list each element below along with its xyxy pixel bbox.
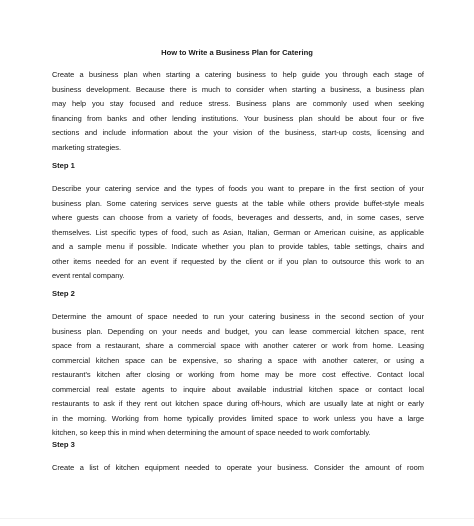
paragraph-line: Describe your catering service and the types of foods you want to prepare in the first section of your	[52, 184, 424, 193]
paragraph-line: may help you stay focused and reduce stress. Business plans are commonly used when seeking	[52, 99, 424, 109]
intro-paragraph	[52, 68, 424, 155]
paragraph-line: other items needed for an event if requested by the client or if you plan to outsource this work to an	[52, 256, 424, 266]
paragraph-line: sections and include information about the your vision of the business, start-up costs, licensing and	[52, 128, 424, 138]
step-2-heading: Step 2	[52, 289, 75, 298]
paragraph-line: in the morning. Working from home typically provides limited space to work unless you have a large	[52, 413, 424, 423]
paragraph-line: financing from banks and other lending institutions. Your business plan should be about four or five	[52, 113, 424, 123]
paragraph-line: where guests can choose from a variety of foods, beverages and desserts, and, in some cases, serve	[52, 213, 424, 223]
step-3-paragraph	[52, 461, 424, 476]
paragraph-line: business plan. Depending on your needs and budget, you can lease commercial kitchen space, rent	[52, 326, 424, 336]
paragraph-line: business development. Because there is much to consider when starting a business, a business plan	[52, 84, 424, 94]
paragraph-line: kitchen, so keep this in mind when determining the amount of space needed to work comfortably.	[52, 428, 371, 438]
paragraph-line: Create a business plan when starting a catering business to help guide you through each stage of	[52, 70, 424, 79]
document-title: How to Write a Business Plan for Catering	[161, 48, 313, 57]
paragraph-line: space from a restaurant, share a commercial space with another caterer or work from home. Leasing	[52, 341, 424, 351]
paragraph-line: commercial kitchen space can be expensive, so sharing a space with another caterer, or using a	[52, 355, 424, 365]
step-2-paragraph	[52, 310, 424, 441]
step-3-heading: Step 3	[52, 440, 75, 449]
paragraph-line: Create a list of kitchen equipment needed to operate your business. Consider the amount of room	[52, 463, 424, 472]
paragraph-line: restaurant's kitchen after closing or working from home may be more cost effective. Contact local	[52, 370, 424, 380]
paragraph-line: commercial real estate agents to inquire about available industrial kitchen space or contact local	[52, 384, 424, 394]
paragraph-line: restaurants to ask if they rent out kitchen space during off-hours, which are usually late at night or early	[52, 399, 424, 409]
step-1-heading: Step 1	[52, 161, 75, 170]
paragraph-line: and a sample menu if possible. Indicate whether you plan to provide tables, table settings, chairs and	[52, 242, 424, 252]
paragraph-line: event rental company.	[52, 271, 125, 281]
paragraph-line: Determine the amount of space needed to run your catering business in the second section of your	[52, 312, 424, 321]
paragraph-line: marketing strategies.	[52, 142, 122, 152]
step-1-paragraph	[52, 182, 424, 284]
page-bottom-divider	[0, 518, 474, 519]
paragraph-line: business plan. Some catering services serve guests at the table while others provide buffet-style meals	[52, 198, 424, 208]
paragraph-line: themselves. List specific types of food, such as Asian, Italian, German or American cuisine, as applicable	[52, 227, 424, 237]
